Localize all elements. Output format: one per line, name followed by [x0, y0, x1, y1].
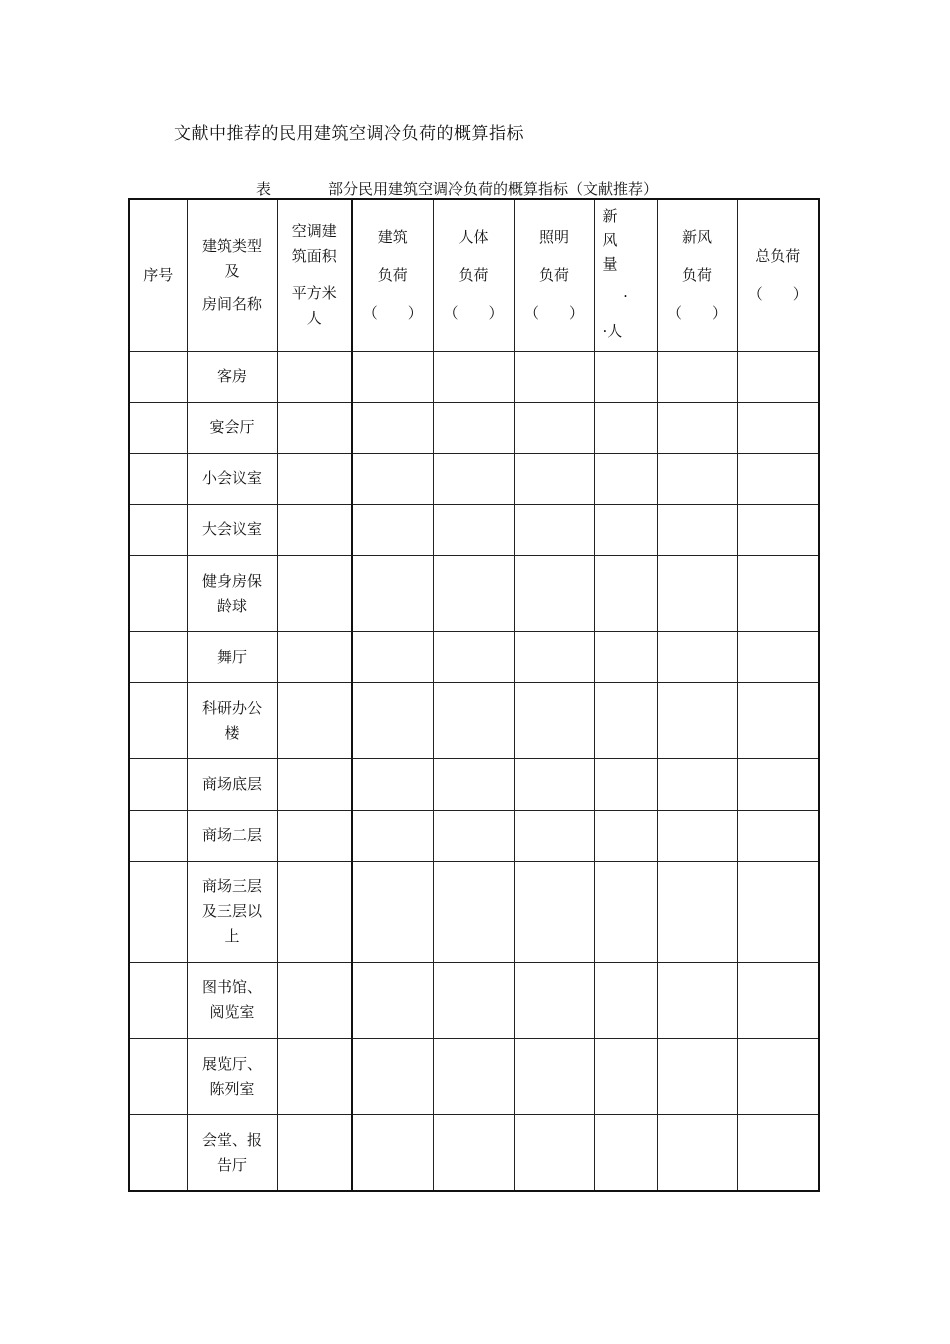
index-cell [129, 861, 187, 962]
value-cell [594, 555, 657, 631]
value-cell [657, 453, 737, 504]
header-fresh-air-load: 新风 负荷 （ ） [657, 199, 737, 351]
room-name-line: 上 [224, 927, 240, 946]
value-cell [657, 351, 737, 402]
value-cell [514, 402, 594, 453]
table-row [129, 810, 819, 861]
room-name-line: 健身房保 [201, 571, 262, 590]
value-cell [657, 861, 737, 962]
value-cell [433, 1115, 514, 1191]
value-cell [433, 351, 514, 402]
value-cell [657, 962, 737, 1038]
room-name-line: 宴会厅 [209, 418, 255, 437]
value-cell [433, 861, 514, 962]
value-cell [737, 504, 819, 555]
room-name-cell [187, 402, 277, 453]
value-cell [277, 683, 352, 759]
room-name-line: 楼 [224, 723, 240, 742]
value-cell [514, 1115, 594, 1191]
table-caption-label: 表 [256, 180, 272, 198]
value-cell [433, 453, 514, 504]
value-cell [657, 810, 737, 861]
value-cell [277, 759, 352, 810]
value-cell [514, 683, 594, 759]
room-name-line: 阅览室 [209, 1003, 255, 1022]
value-cell [433, 759, 514, 810]
header-index: 序号 [129, 199, 187, 351]
value-cell [514, 453, 594, 504]
value-cell [352, 504, 433, 555]
header-area: 空调建 筑面积 平方米 人 [277, 199, 352, 351]
index-cell [129, 683, 187, 759]
value-cell [352, 962, 433, 1038]
value-cell [514, 351, 594, 402]
value-cell [277, 1115, 352, 1191]
value-cell [594, 351, 657, 402]
value-cell [277, 962, 352, 1038]
value-cell [277, 351, 352, 402]
value-cell [277, 402, 352, 453]
value-cell [594, 504, 657, 555]
table-caption-text: 部分民用建筑空调冷负荷的概算指标（文献推荐） [328, 180, 659, 198]
value-cell [514, 504, 594, 555]
value-cell [277, 453, 352, 504]
value-cell [433, 555, 514, 631]
value-cell [594, 402, 657, 453]
header-lighting-load: 照明 负荷 （ ） [514, 199, 594, 351]
value-cell [657, 759, 737, 810]
room-name-cell [187, 555, 277, 631]
index-cell [129, 453, 187, 504]
header-row [129, 199, 819, 351]
room-name-cell [187, 861, 277, 962]
room-name-cell [187, 962, 277, 1038]
value-cell [352, 759, 433, 810]
value-cell [594, 1039, 657, 1115]
value-cell [433, 504, 514, 555]
index-cell [129, 1115, 187, 1191]
document-title: 文献中推荐的民用建筑空调冷负荷的概算指标 [174, 124, 524, 144]
table-row [129, 1115, 819, 1191]
value-cell [433, 683, 514, 759]
room-name-line: 龄球 [216, 596, 247, 615]
index-cell [129, 632, 187, 683]
value-cell [657, 504, 737, 555]
index-cell [129, 759, 187, 810]
table-row [129, 861, 819, 962]
room-name-line: 小会议室 [201, 469, 262, 488]
value-cell [277, 810, 352, 861]
value-cell [514, 962, 594, 1038]
value-cell [657, 555, 737, 631]
room-name-line: 陈列室 [209, 1079, 255, 1098]
value-cell [514, 632, 594, 683]
value-cell [594, 962, 657, 1038]
value-cell [657, 1115, 737, 1191]
value-cell [737, 962, 819, 1038]
value-cell [737, 351, 819, 402]
table-row [129, 632, 819, 683]
table-row [129, 402, 819, 453]
value-cell [352, 402, 433, 453]
value-cell [737, 453, 819, 504]
room-name-line: 商场二层 [201, 826, 262, 845]
value-cell [277, 861, 352, 962]
value-cell [352, 810, 433, 861]
header-human-load: 人体 负荷 （ ） [433, 199, 514, 351]
header-building-type: 建筑类型 及 房间名称 [187, 199, 277, 351]
room-name-cell [187, 683, 277, 759]
room-name-cell [187, 632, 277, 683]
table-row [129, 351, 819, 402]
index-cell [129, 1039, 187, 1115]
table-row [129, 453, 819, 504]
index-cell [129, 504, 187, 555]
room-name-line: 商场底层 [201, 774, 262, 793]
value-cell [433, 962, 514, 1038]
value-cell [433, 1039, 514, 1115]
value-cell [514, 1039, 594, 1115]
room-name-line: 舞厅 [216, 647, 247, 666]
value-cell [352, 1115, 433, 1191]
index-cell [129, 555, 187, 631]
room-name-line: 会堂、报 [201, 1130, 262, 1149]
header-total-load: 总负荷 （ ） [737, 199, 819, 351]
value-cell [352, 683, 433, 759]
table-row [129, 555, 819, 631]
value-cell [594, 810, 657, 861]
value-cell [433, 632, 514, 683]
value-cell [514, 759, 594, 810]
room-name-line: 客房 [216, 367, 247, 386]
value-cell [594, 453, 657, 504]
value-cell [514, 810, 594, 861]
value-cell [594, 759, 657, 810]
value-cell [657, 1039, 737, 1115]
value-cell [514, 555, 594, 631]
index-cell [129, 810, 187, 861]
room-name-line: 展览厅、 [201, 1054, 262, 1073]
room-name-line: 商场三层 [201, 877, 262, 896]
room-name-line: 大会议室 [201, 520, 262, 539]
room-name-cell [187, 1039, 277, 1115]
value-cell [433, 402, 514, 453]
header-building-load: 建筑 负荷 （ ） [352, 199, 433, 351]
value-cell [737, 1115, 819, 1191]
index-cell [129, 962, 187, 1038]
value-cell [737, 683, 819, 759]
table-row [129, 962, 819, 1038]
table-row [129, 759, 819, 810]
value-cell [594, 683, 657, 759]
room-name-cell [187, 1115, 277, 1191]
value-cell [277, 504, 352, 555]
room-name-cell [187, 810, 277, 861]
value-cell [352, 351, 433, 402]
room-name-cell [187, 351, 277, 402]
room-name-cell [187, 453, 277, 504]
value-cell [737, 810, 819, 861]
value-cell [737, 632, 819, 683]
room-name-cell [187, 504, 277, 555]
value-cell [657, 632, 737, 683]
value-cell [737, 1039, 819, 1115]
value-cell [657, 402, 737, 453]
value-cell [277, 632, 352, 683]
index-cell [129, 351, 187, 402]
value-cell [352, 861, 433, 962]
value-cell [514, 861, 594, 962]
value-cell [737, 861, 819, 962]
header-fresh-air-volume: 新 风 量 · ·人 [594, 199, 657, 351]
room-name-line: 及三层以 [201, 902, 262, 921]
value-cell [737, 555, 819, 631]
value-cell [433, 810, 514, 861]
index-cell [129, 402, 187, 453]
room-name-line: 图书馆、 [201, 978, 262, 997]
value-cell [657, 683, 737, 759]
value-cell [352, 453, 433, 504]
value-cell [594, 1115, 657, 1191]
value-cell [737, 402, 819, 453]
table-row [129, 683, 819, 759]
room-name-line: 科研办公 [201, 698, 262, 717]
value-cell [737, 759, 819, 810]
room-name-line: 告厅 [216, 1155, 247, 1174]
value-cell [352, 1039, 433, 1115]
value-cell [594, 632, 657, 683]
value-cell [352, 555, 433, 631]
room-name-cell [187, 759, 277, 810]
value-cell [277, 555, 352, 631]
value-cell [352, 632, 433, 683]
table-row [129, 1039, 819, 1115]
value-cell [594, 861, 657, 962]
value-cell [277, 1039, 352, 1115]
cooling-load-table [128, 198, 820, 1192]
table-row [129, 504, 819, 555]
